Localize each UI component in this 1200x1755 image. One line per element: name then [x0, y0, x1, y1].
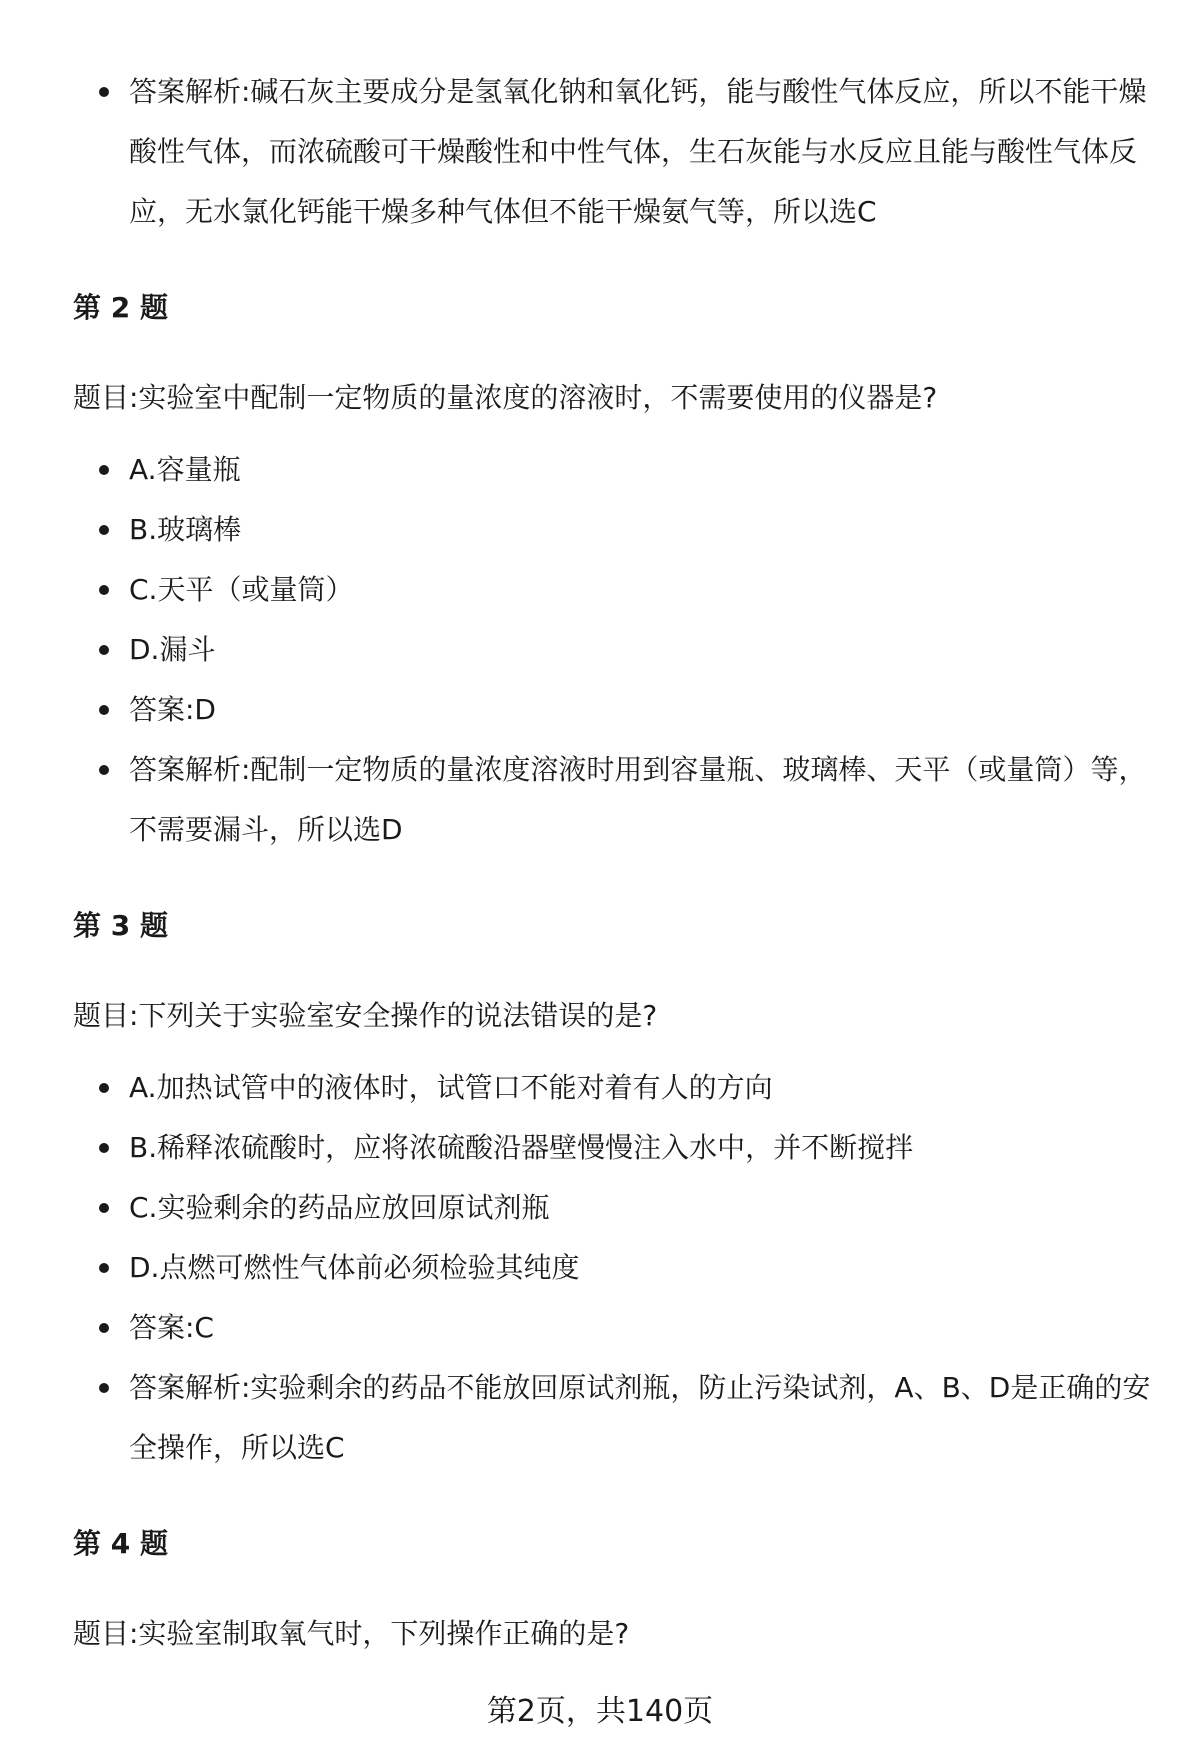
- q2-heading: 第 2 题: [73, 291, 168, 324]
- q2-option-d: D.漏斗: [73, 620, 1153, 680]
- q3-list: [73, 1058, 1153, 1478]
- q2-option-b: B.玻璃棒: [73, 500, 1153, 560]
- q3-stem: 题目:下列关于实验室安全操作的说法错误的是?: [73, 999, 658, 1032]
- q4-heading: 第 4 题: [73, 1527, 168, 1560]
- q2-explanation: 答案解析:配制一定物质的量浓度溶液时用到容量瓶、玻璃棒、天平（或量筒）等，不需要漏斗，所以选D: [73, 740, 1153, 860]
- q2-answer: 答案:D: [73, 680, 1153, 740]
- q3-option-d: D.点燃可燃性气体前必须检验其纯度: [73, 1238, 1153, 1298]
- page-content: [73, 62, 1153, 1654]
- q2-list: [73, 440, 1153, 860]
- q3-option-a: A.加热试管中的液体时，试管口不能对着有人的方向: [73, 1058, 1153, 1118]
- q2-stem: 题目:实验室中配制一定物质的量浓度的溶液时，不需要使用的仪器是?: [73, 381, 938, 414]
- q3-option-c: C.实验剩余的药品应放回原试剂瓶: [73, 1178, 1153, 1238]
- q3-answer: 答案:C: [73, 1298, 1153, 1358]
- q1-tail-list: [73, 62, 1153, 242]
- q2-option-a: A.容量瓶: [73, 440, 1153, 500]
- q3-option-b: B.稀释浓硫酸时，应将浓硫酸沿器壁慢慢注入水中，并不断搅拌: [73, 1118, 1153, 1178]
- q1-explanation: 答案解析:碱石灰主要成分是氢氧化钠和氧化钙，能与酸性气体反应，所以不能干燥酸性气体，而浓硫酸可干燥酸性和中性气体，生石灰能与水反应且能与酸性气体反应，无水氯化钙能干燥多种气体但不能干燥氨气等，所以选C: [73, 62, 1153, 242]
- q3-heading: 第 3 题: [73, 909, 168, 942]
- page-footer: 第2页，共140页: [486, 1694, 714, 1729]
- q3-explanation: 答案解析:实验剩余的药品不能放回原试剂瓶，防止污染试剂，A、B、D是正确的安全操作，所以选C: [73, 1358, 1153, 1478]
- q4-stem: 题目:实验室制取氧气时，下列操作正确的是?: [73, 1617, 630, 1650]
- q2-option-c: C.天平（或量筒）: [73, 560, 1153, 620]
